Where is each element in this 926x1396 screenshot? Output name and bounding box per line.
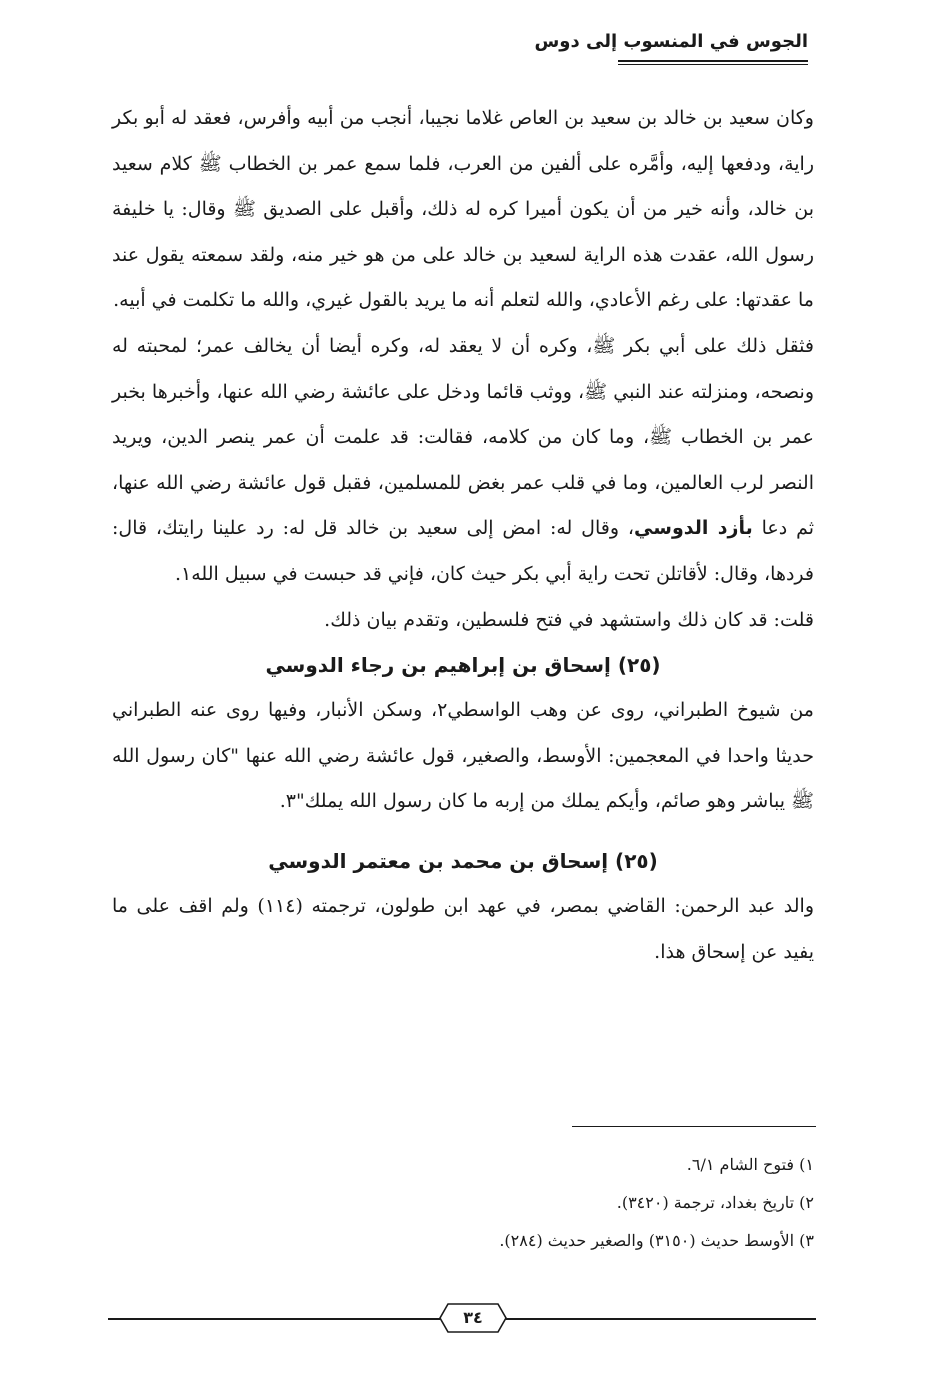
running-header-title: الجوس في المنسوب إلى دوس xyxy=(534,31,808,52)
entry-heading-ishaq-ibn-muhammad: (٢٥) إسحاق بن محمد بن معتمر الدوسي xyxy=(268,848,658,873)
paragraph-abu-bakr-aisha xyxy=(112,324,814,598)
footer-rule-left xyxy=(108,1318,440,1320)
page-number-frame xyxy=(438,1302,508,1334)
footnote-2: ٢) تاريخ بغداد، ترجمة (٣٤٢٠). xyxy=(616,1193,814,1212)
footer-rule-right xyxy=(506,1318,816,1320)
main-text xyxy=(112,96,814,975)
bold-name-azd-aldawsi: بأزد الدوسي xyxy=(634,517,753,540)
paragraph-ishaq-ibn-muhammad: والد عبد الرحمن: القاضي بمصر، في عهد ابن طولون، ترجمته (١١٤) ولم اقف على ما يفيد عن إسحاق هذا. xyxy=(112,894,814,963)
header-rule-thick xyxy=(618,60,808,62)
paragraph-saeed-ibn-khalid: وكان سعيد بن خالد بن سعيد بن العاص غلاما نجيبا، أنجب من أبيه وأفرس، فعقد له أبو بكر راية، ودفعها إليه، وأمَّره على ألفين من العرب، فلما سمع عمر بن الخطاب ﷺ كلام سعيد بن خالد، وأنه خير من أن يكون أميرا كره له ذلك، وأقبل على الصديق ﷺ وقال: يا خليفة رسول الله، عقدت هذه الراية لسعيد بن خالد على من هو خير منه، ولقد سمعته يقول عند ما عقدتها: على رغم الأعادي، والله لتعلم أنه ما يريد بالقول غيري، والله ما تكلمت في أبيه. xyxy=(112,107,814,312)
footnote-1: ١) فتوح الشام ٦/١. xyxy=(686,1155,814,1174)
paragraph-text-part-2: ، وقال له: امض إلى سعيد بن خالد قل له: رد علينا رايتك، قال: فردها، وقال: لأقاتلن تحت راية أبي بكر حيث كان، فإني قد حبست في سبيل الله١. xyxy=(112,517,814,585)
footnote-separator xyxy=(572,1126,816,1127)
header-rule-thin xyxy=(618,64,808,65)
paragraph-ishaq-ibn-ibrahim: من شيوخ الطبراني، روى عن وهب الواسطي٢، وسكن الأنبار، وفيها روى عنه الطبراني حديثا واحدا في المعجمين: الأوسط، والصغير، قول عائشة رضي الله عنها "كان رسول الله ﷺ يباشر وهو صائم، وأيكم يملك من إربه ما كان رسول الله يملك"٣. xyxy=(112,699,814,813)
footnote-3: ٣) الأوسط حديث (٣١٥٠) والصغير حديث (٢٨٤). xyxy=(499,1231,814,1250)
entry-heading-ishaq-ibn-ibrahim: (٢٥) إسحاق بن إبراهيم بن رجاء الدوسي xyxy=(265,653,661,678)
footnotes xyxy=(314,1146,814,1260)
page-number: ٣٤ xyxy=(463,1308,483,1327)
paragraph-note: قلت: قد كان ذلك واستشهد في فتح فلسطين، وتقدم بيان ذلك. xyxy=(324,608,814,631)
paragraph-text-part-1: فثقل ذلك على أبي بكر ﷺ، وكره أن لا يعقد له، وكره أيضا أن يخالف عمر؛ لمحبته له ونصحه، ومنزلته عند النبي ﷺ، ووثب قائما ودخل على عائشة رضي الله عنها، وأخبرها بخبر عمر بن الخطاب ﷺ، وما كان من كلامه، فقالت: قد علمت أن عمر ينصر الدين، ويريد النصر لرب العالمين، وما في قلب عمر بغض للمسلمين، فقبل قول عائشة رضي الله عنها، ثم دعا xyxy=(112,334,814,540)
